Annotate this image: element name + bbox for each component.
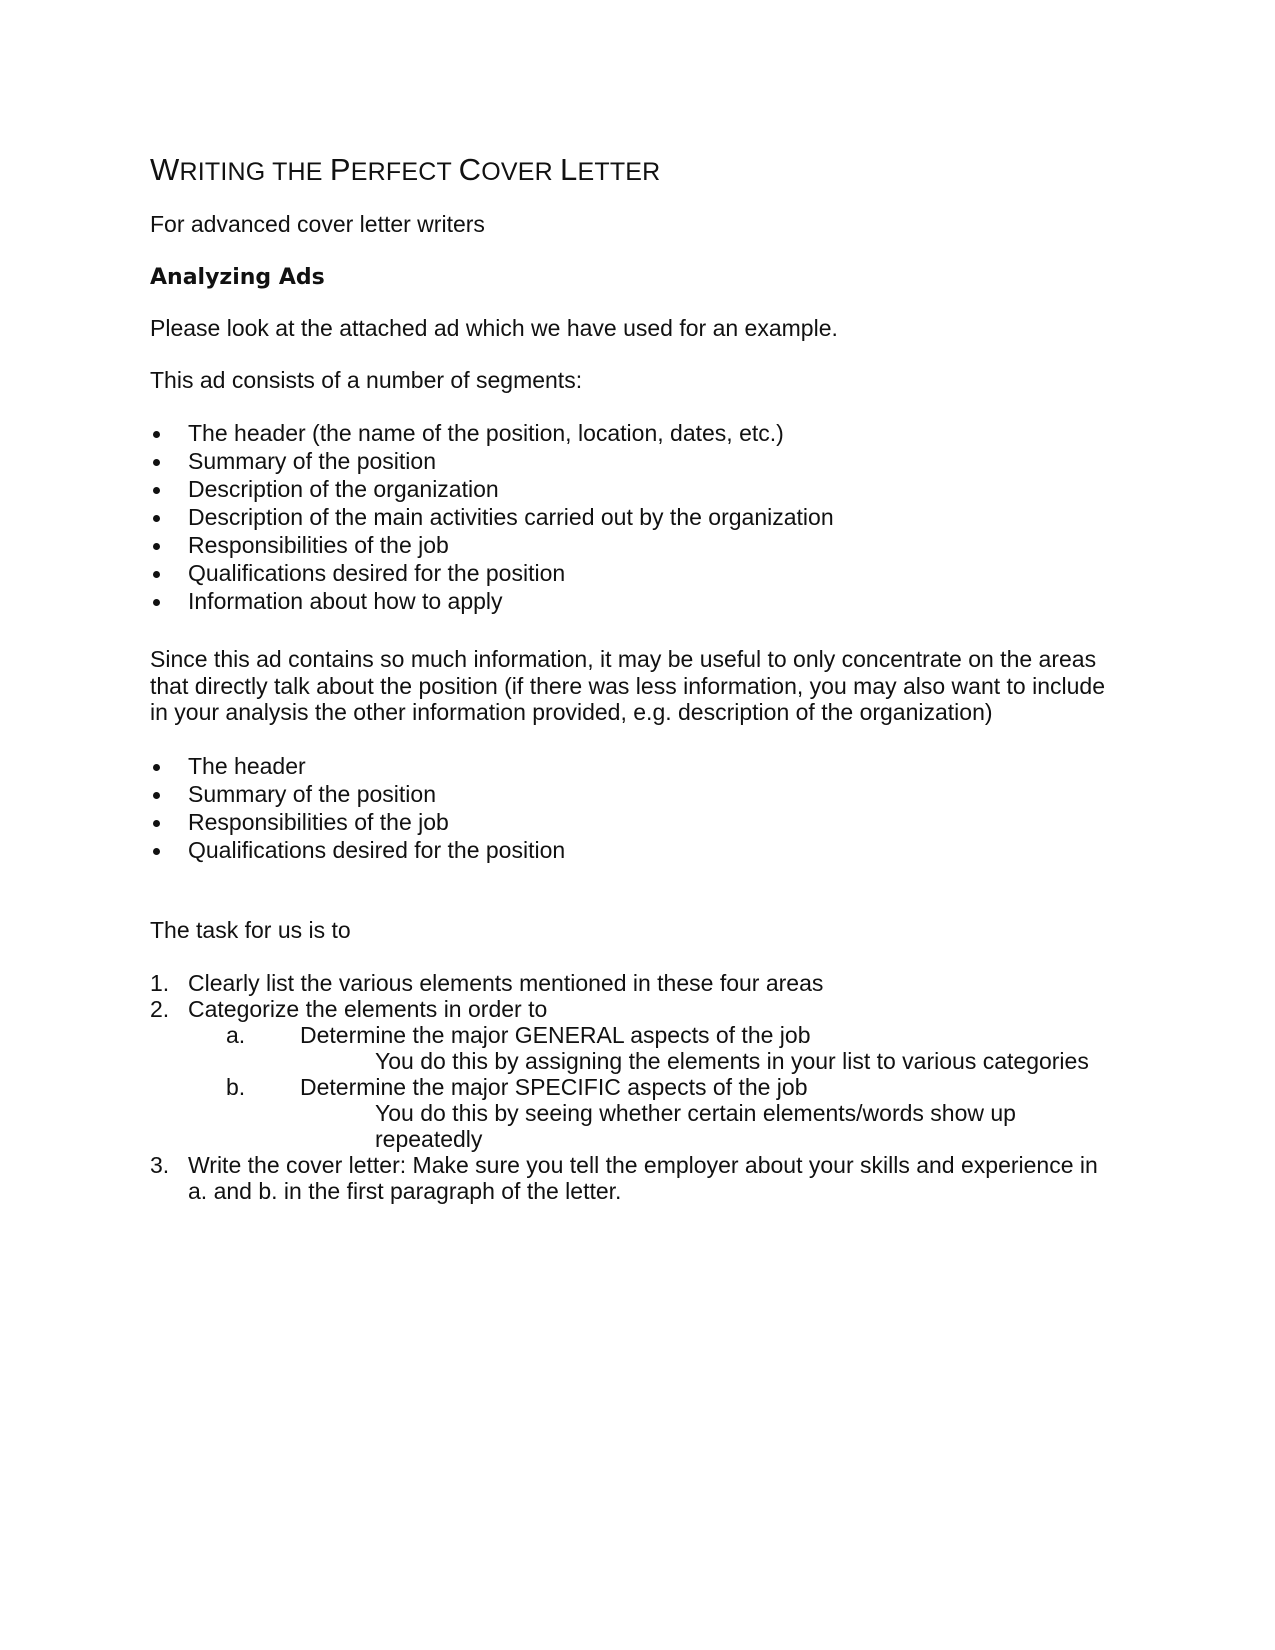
bullet-icon — [153, 487, 160, 494]
focus-paragraph — [150, 646, 1110, 726]
task-number: 1. — [150, 970, 170, 996]
list-item-text: Qualifications desired for the position — [188, 560, 566, 586]
list-item — [150, 781, 565, 809]
title-part: W — [150, 152, 180, 187]
list-item-text: Summary of the position — [188, 781, 437, 807]
list-item-text: Qualifications desired for the position — [188, 837, 566, 863]
bullet-icon — [153, 820, 160, 827]
list-item — [150, 753, 565, 781]
list-item-text: The header (the name of the position, location, dates, etc.) — [188, 420, 784, 446]
title-part: OVER — [481, 158, 561, 186]
list-item — [150, 420, 834, 448]
list-item — [150, 560, 834, 588]
paragraph-line: in your analysis the other information provided, e.g. description of the organization) — [150, 699, 993, 725]
segments-intro: This ad consists of a number of segments: — [150, 367, 583, 393]
list-item-text: Responsibilities of the job — [188, 532, 449, 558]
bullet-icon — [153, 431, 160, 438]
paragraph-line: Since this ad contains so much information, it may be useful to only concentrate on the areas — [150, 646, 1097, 672]
subtask-label: b. — [226, 1074, 246, 1100]
list-item-text: Responsibilities of the job — [188, 809, 449, 835]
list-item — [150, 476, 834, 504]
task-text: a. and b. in the first paragraph of the letter. — [188, 1178, 622, 1204]
list-item — [150, 448, 834, 476]
list-item — [150, 809, 565, 837]
section-heading: Analyzing Ads — [150, 265, 325, 290]
title-part: P — [329, 152, 351, 187]
bullet-icon — [153, 599, 160, 606]
list-item-text: Summary of the position — [188, 448, 437, 474]
title-part: C — [458, 152, 482, 187]
task-text: Clearly list the various elements mentioned in these four areas — [188, 970, 824, 996]
list-item — [150, 504, 834, 532]
task-intro: The task for us is to — [150, 917, 351, 943]
bullet-icon — [153, 792, 160, 799]
bullet-icon — [153, 459, 160, 466]
title-part: RITING THE — [179, 158, 330, 186]
task-text: Write the cover letter: Make sure you tell the employer about your skills and experience in — [188, 1152, 1098, 1178]
subtask-detail: You do this by seeing whether certain elements/words show up — [375, 1100, 1016, 1126]
document-title — [150, 152, 660, 190]
title-part: L — [560, 152, 578, 187]
list-item-text: Information about how to apply — [188, 588, 503, 614]
bullet-icon — [153, 571, 160, 578]
list-item-text: Description of the organization — [188, 476, 499, 502]
subtask-label: a. — [226, 1022, 246, 1048]
list-item — [150, 588, 834, 616]
task-text: Categorize the elements in order to — [188, 996, 548, 1022]
bullet-icon — [153, 848, 160, 855]
document-subtitle: For advanced cover letter writers — [150, 211, 485, 237]
segments-list — [150, 420, 834, 616]
title-part: ETTER — [577, 158, 661, 186]
subtask-text: Determine the major GENERAL aspects of the job — [300, 1022, 811, 1048]
title-part: ERFECT — [350, 158, 459, 186]
list-item-text: The header — [188, 753, 306, 779]
subtask-detail: repeatedly — [375, 1126, 483, 1152]
list-item — [150, 532, 834, 560]
list-item — [150, 837, 565, 865]
bullet-icon — [153, 543, 160, 550]
list-item-text: Description of the main activities carried out by the organization — [188, 504, 834, 530]
bullet-icon — [153, 764, 160, 771]
subtask-text: Determine the major SPECIFIC aspects of the job — [300, 1074, 808, 1100]
intro-paragraph: Please look at the attached ad which we have used for an example. — [150, 315, 838, 341]
bullet-icon — [153, 515, 160, 522]
task-number: 2. — [150, 996, 170, 1022]
paragraph-line: that directly talk about the position (if there was less information, you may also want to include — [150, 672, 1105, 699]
task-number: 3. — [150, 1152, 170, 1178]
focus-areas-list — [150, 753, 565, 865]
subtask-detail: You do this by assigning the elements in your list to various categories — [375, 1048, 1089, 1074]
